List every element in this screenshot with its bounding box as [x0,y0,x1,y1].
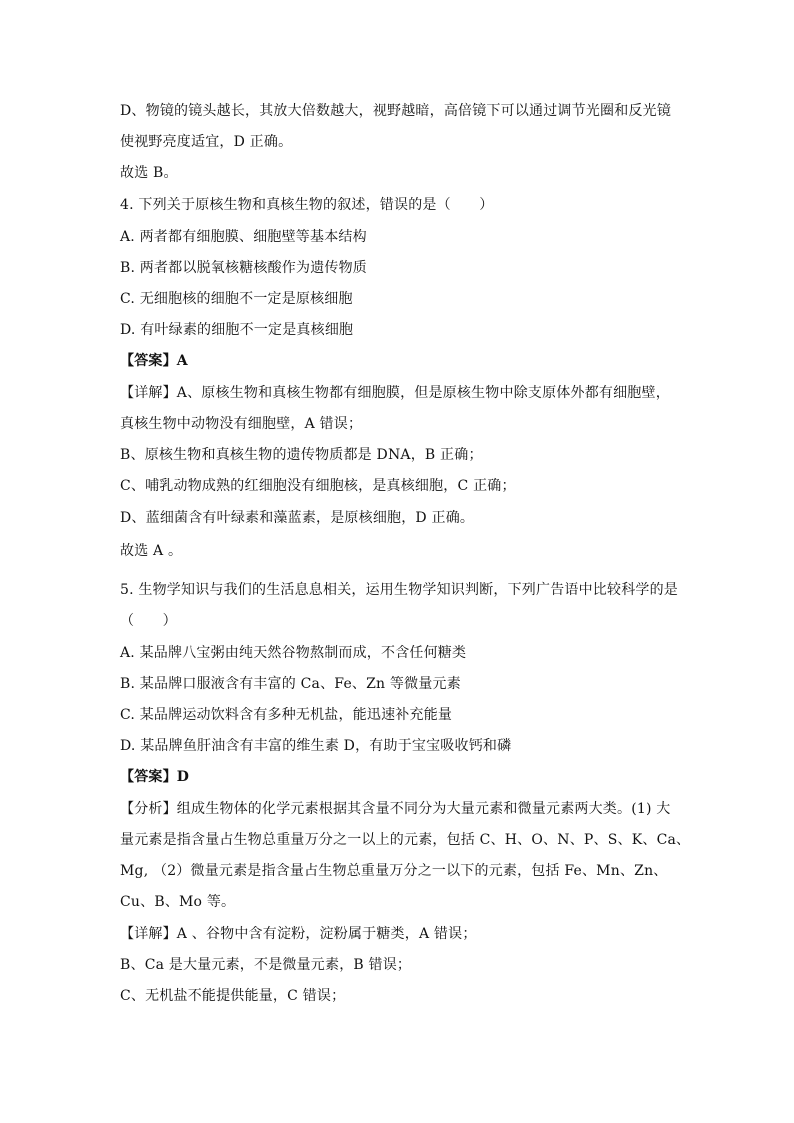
question-5: 5. 生物学知识与我们的生活息息相关，运用生物学知识判断，下列广告语中比较科学的是 [120,582,679,598]
q5-analysis-line-3: Mg, （2）微量元素是指含量占生物总重量万分之一以下的元素，包括 Fe、Mn、Zn、 [120,863,668,879]
q4-option-c: C. 无细胞核的细胞不一定是原核细胞 [120,291,353,307]
q5-explanation-c: C、无机盐不能提供能量，C 错误； [120,988,346,1004]
q4-explanation-line-4: C、哺乳动物成熟的红细胞没有细胞核，是真核细胞，C 正确； [120,478,516,494]
q4-option-a: A. 两者都有细胞膜、细胞壁等基本结构 [120,229,367,245]
q4-option-b: B. 两者都以脱氧核糖核酸作为遗传物质 [120,260,367,276]
q4-explanation-line-5: D、蓝细菌含有叶绿素和藻蓝素，是原核细胞，D 正确。 [120,510,475,526]
text-line-d-correct: 使视野亮度适宜，D 正确。 [120,134,293,150]
q5-explanation-a: 【详解】A 、谷物中含有淀粉，淀粉属于糖类，A 错误； [120,926,477,942]
q5-analysis-line-2: 量元素是指含量占生物总重量万分之一以上的元素，包括 C、H、O、N、P、S、K、Ca、 [120,832,691,848]
q5-option-a: A. 某品牌八宝粥由纯天然谷物熬制而成，不含任何糖类 [120,645,467,661]
text-line-d-objective-lens: D、物镜的镜头越长，其放大倍数越大，视野越暗，高倍镜下可以通过调节光圈和反光镜 [120,103,672,119]
q4-choose-a: 故选 A 。 [120,543,183,559]
q4-explanation-line-2: 真核生物中动物没有细胞壁，A 错误； [120,416,363,432]
q5-option-c: C. 某品牌运动饮料含有多种无机盐，能迅速补充能量 [120,707,453,723]
question-5-paren: （ ） [120,613,177,629]
text-line-choose-b: 故选 B。 [120,165,178,181]
question-4: 4. 下列关于原核生物和真核生物的叙述，错误的是（ ） [120,197,494,213]
q5-option-d: D. 某品牌鱼肝油含有丰富的维生素 D，有助于宝宝吸收钙和磷 [120,738,512,754]
q4-answer: 【答案】A [120,353,188,369]
q5-analysis-line-4: Cu、B、Mo 等。 [120,894,236,910]
q5-option-b: B. 某品牌口服液含有丰富的 Ca、Fe、Zn 等微量元素 [120,676,461,692]
q4-option-d: D. 有叶绿素的细胞不一定是真核细胞 [120,322,354,338]
q5-analysis-line-1: 【分析】组成生物体的化学元素根据其含量不同分为大量元素和微量元素两大类。(1) 大 [120,801,671,817]
q4-explanation-line-1: 【详解】A、原核生物和真核生物都有细胞膜，但是原核生物中除支原体外都有细胞壁， [120,385,670,401]
q4-explanation-line-3: B、原核生物和真核生物的遗传物质都是 DNA，B 正确； [120,447,483,463]
q5-explanation-b: B、Ca 是大量元素，不是微量元素，B 错误； [120,957,412,973]
q5-answer: 【答案】D [120,769,190,785]
